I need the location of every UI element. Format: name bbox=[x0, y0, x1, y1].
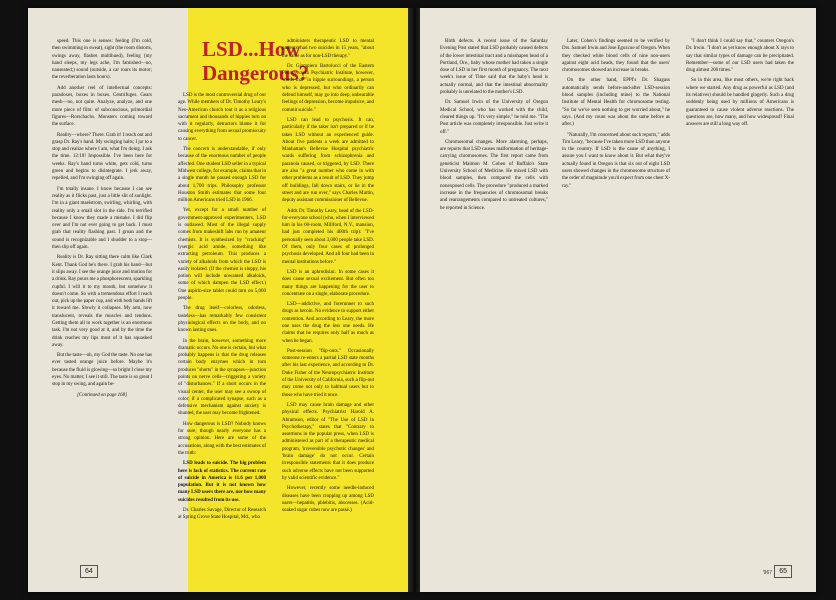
paragraph: Chromosomal changes. More alarming, perhaps, are reports that LSD causes malformation of heritage-carrying chromosomes. The first report came from geneticist Maimon M. Cohen of Buffalo's State University School of Medicine. He mixed LSD with blood samples, then compared the cells with nonexposed cells. The procedure "produced a marked increase in the frequencies of chromosomal breaks and rearrangements compared to untreated cultures," he reported in Science. bbox=[440, 139, 548, 211]
paragraph: LSD is an aphrodisiac. In some cases it does cause sexual excitement. But often too many things are happening for the user to concentrate on a single, elaborate procedure. bbox=[282, 269, 374, 297]
paragraph: But the taste—oh, my God the taste. No one has ever tasted orange juice before. Maybe it's because the fluid is glowing—so bright I close my eyes. No matter; I see it still. The taste is so great I stop in my swing, and again be- bbox=[52, 353, 152, 388]
paragraph: LSD may cause brain damage and other physical effects. Psychiatrist Harold A. Abramson, editor of "The Use of LSD in Psychotherapy," states that "Contrary to assertions in the popular press, when LSD is administered as part of a therapeutic medical program, 'irreversible psychotic changes' and 'brain damage' do not occur. Certain irresponsible statements that it does produce such adverse effects have not been supported by valid scientific evidence." bbox=[282, 402, 374, 481]
paragraph: Later, Cohen's findings seemed to be verified by Drs. Samuel Irwin and Jose Egozcue of Oregon. When they checked white blood cells of nine non-users against eight acid heads, they found that the users' chromosomes showed an increase in breaks. bbox=[562, 39, 670, 74]
right-page-column-3 bbox=[686, 38, 794, 562]
paragraph: Add another reel of intellectual concepts: paradoxes, boxes in boxes. Centrifuges. Gears mesh—no, not quite. Analyze, analyze, and one more piece of film: of subconscious, primordial figures—Rorschachs. Monsters coming toward the surface. bbox=[52, 85, 152, 128]
paragraph: Yet, except for a small number of government-approved experimenters, LSD is outlawed. Most of the illegal supply comes from makeshift labs run by amateur chemists. It is synthesized by "cracking" lysergic acid amide, something like extracting petroleum. This produces a variety of alkaloids from which the LSD is easily isolated. (If the chemist is sloppy, his potion will include unwanted alkaloids, some of which dampen the LSD effect.) One aspirin-size tablet could turn on 5,000 people. bbox=[178, 208, 266, 302]
paragraph: The concern is understandable, if only because of the enormous number of people affected. One student LSD seller in a typical Midwest college, for example, claims that in a single month he passed enough LSD for about 1,700 trips. Philosophy professor Houston Smith estimates that some four million Americans tried LSD in 1966. bbox=[178, 147, 266, 204]
yellow-panel-column-1 bbox=[178, 92, 266, 562]
paragraph: Adds Dr. Timothy Leary, head of the LSD-for-everyone school (who, when I interviewed him in his 60-room, Millford, N.Y., mansion, had just completed his 400th trip): "I've personally seen about 3,000 people take LSD. Of them, only four cases of prolonged psychosis developed. And all four had been in mental institutions before." bbox=[282, 208, 374, 265]
paragraph: I'm totally insane. I know because I can see reality as it flicks past, just a little slit of sunlight. I'm in a giant maelstrom, swirling, whirling, with reality only a small slot in the side. I'm terrified because I know they made a mistake. I did flip over and I'm not ever going to get back. I must grab that reality flashing past. I groan and the sound is recognizable and I shudder to a stop—then slip off again. bbox=[52, 186, 152, 251]
right-page-column-1 bbox=[440, 38, 548, 562]
article-title: LSD...How Dangerous? bbox=[202, 37, 309, 85]
paragraph: On the other hand, EPPI's Dr. Shagass automatically sends before-and-after LSD-session blood samples (including mine) to the National Institute of Mental Health for chromosome testing. "So far we've seen nothing to get worried about," he says. (And my count was about the same before as after.) bbox=[562, 78, 670, 128]
left-page-column-1 bbox=[52, 38, 152, 558]
paragraph: In the brain, however, something more dramatic occurs. No one is certain, but what probably happens is that the drug releases certain body enzymes which in turn produces "shorts" in the synapses—junction points on nerve cells—triggering a variety of "disturbances." If a short occurs in the visual center, the user may see a swoop of color; if a complicated synapse, such as a defensive mechanism against anxiety is shunted, the user may become frightened. bbox=[178, 338, 266, 417]
paragraph: LSD can lead to psychosis. It can, particularly if the taker isn't prepared or if he takes LSD without an experienced guide. About five patients a week are admitted to Manhattan's Bellevue Hospital psychiatric wards suffering from schizophrenia and paranoia caused, or triggered, by LSD. There are also "a great number who come in with other problems as a result of LSD. They jump off buildings, fall down stairs, or lie in the street and are run over," says Charles Martin, deputy assistant commissioner of Bellevue. bbox=[282, 117, 374, 204]
paragraph: However, recently some needle-induced diseases have been cropping up among LSD users—hepatitis, phlebitis, abscesses. (Acid-soaked sugar cubes now are passé.) bbox=[282, 486, 374, 514]
paragraph: LSD—addictive, and forerunner to such drugs as heroin. No evidence to support either contention. And according to Leary, the more one uses the drug the less one needs. He claims that he requires only half as much as when he began. bbox=[282, 302, 374, 344]
yellow-panel-column-2 bbox=[282, 38, 374, 562]
paragraph: Birth defects. A recent issue of the Saturday Evening Post stated that LSD probably caused defects of the lower intestinal tract and a misshapen head of a Portland, Ore., baby whose mother had taken a single dose of LSD in her first month of pregnancy. The next week's issue of Time said that the baby's head is actually normal, and that the intestinal abnormality probably is unrelated to the mother's LSD. bbox=[440, 39, 548, 96]
right-page-column-2 bbox=[562, 38, 670, 562]
right-folio-note: '967 bbox=[762, 570, 772, 576]
continued-note: [Continued on page 168] bbox=[76, 392, 128, 398]
subhead-paragraph: LSD leads to suicide. The big problem here is lack of statistics. The current rate of suicide in America is 11.6 per 1,000 population. But it is not known how many LSD users there are, nor how many suicides resulted from its use. bbox=[178, 461, 266, 503]
right-folio: 65 bbox=[774, 565, 792, 578]
paragraph: administers therapeutic LSD to mental patients, had two suicides in 15 years, "about the same as for non-LSD therapy." bbox=[282, 39, 374, 59]
paragraph: Dr. Samuel Irwin of the University of Oregon Medical School, who has worked with the child, cleared things up. "It's very simple," he told me. "The Post article was completely irresponsible. Just write it off." bbox=[440, 100, 548, 135]
paragraph: Dr. Charles Savage, Director of Research at Spring Grove State Hospital, Md., who bbox=[178, 508, 266, 521]
paragraph: Reality is Dr. Ray sitting there calm like Clark Kent. Thank God he's there. I grab his hand—but it slips away. I see the orange juice and motion for a drink. Ray pours me a phosphorescent, sparkling cupful. I will it to my mouth, but somehow it doesn't come. So with a tremendous effort I reach out, pick up the paper cup, and with both hands lift it toward me. Slowly it collapses. My arm, now translucent, reveals the muscles and tendons. Getting them all to work together is an enormous task. I'm not very good at it, and by the time the drink reaches my lips most of it has squashed away. bbox=[52, 255, 152, 348]
paragraph: Reality—where? There. Grab it! I reach out and grasp Dr. Ray's hand. My swinging halts; I jar to a stop and realize where I am, what I'm doing. I ask the time. 12:10! Impossible. I've been here for weeks. Ray's hand turns white, gets cold, turns green and begins to disintegrate. I jerk away, repelled, and I'm swinging off again. bbox=[52, 132, 152, 182]
paragraph: The drug itself—colorless, odorless, tasteless—has remarkably few consistent physiological effects on the body, and no known lasting ones. bbox=[178, 306, 266, 334]
paragraph: Post-session "flip-outs." Occasionally someone re-enters a partial LSD state months after his last experience, and according to Dr. Duke Fisher of the Neuropsychiatric Institute of the University of California, such a flip-out may come not only to habitual users but to those who have tried it once. bbox=[282, 348, 374, 398]
paragraph: Dr. Giampiero Bartolucci of the Eastern Pennsylvania Psychiatric Institute, however, warns that "in hippie surroundings, a person who is depressed, but who ordinarily can defend himself, may go into deep, unbearable feelings of depression, become impulsive, and commit suicide." bbox=[282, 63, 374, 113]
paragraph: How dangerous is LSD? Nobody knows for sure, though nearly everyone has a strong opinion. Here are some of the accusations, along with the best estimates of the truth: bbox=[178, 421, 266, 456]
paragraph: "Naturally, I'm concerned about such reports," adds Tim Leary, "because I've taken more LSD than anyone in the country. If LSD is the cause of anything, I assure you I want to know about it. But what they've actually found in Oregon is that six out of eight LSD users showed changes in the chromosome structure of the order of magnitude you'd expect from one chest X-ray." bbox=[562, 132, 670, 189]
paragraph: So in this area, like most others, we're right back where we started. Any drug as powerful as LSD (and its relatives) should be handled gingerly. Such a drug suddenly being used by millions of Americans is guaranteed to cause violent adverse reactions. The questions are, how many, and how widespread? Final answers are still a long way off. bbox=[686, 78, 794, 128]
paragraph: LSD is the most controversial drug of our age. While members of Dr. Timothy Leary's Neo-American church tout it as a religious sacrament and thousands of hippies turn on with it regularly, detractors blame it for causing everything from sexual promiscuity to cancer. bbox=[178, 93, 266, 142]
left-folio: 64 bbox=[80, 565, 98, 578]
paragraph: "I don't think I could say that," counters Oregon's Dr. Irwin. "I don't as yet know enough about X rays to say that similar types of damage can be precipitated. Remember—some of our LSD users had taken the drug almost 200 times." bbox=[686, 39, 794, 74]
paragraph: speed. This one is senses: feeling (I'm cold, then swimming in sweat), sight (the room distorts, swings away, flashes multihued), feeling (my hand sleeps, my legs ache, I'm famished—no, nauseated;) sound (outside, a car roars its motor; the reverberation lasts hours). bbox=[52, 39, 152, 81]
